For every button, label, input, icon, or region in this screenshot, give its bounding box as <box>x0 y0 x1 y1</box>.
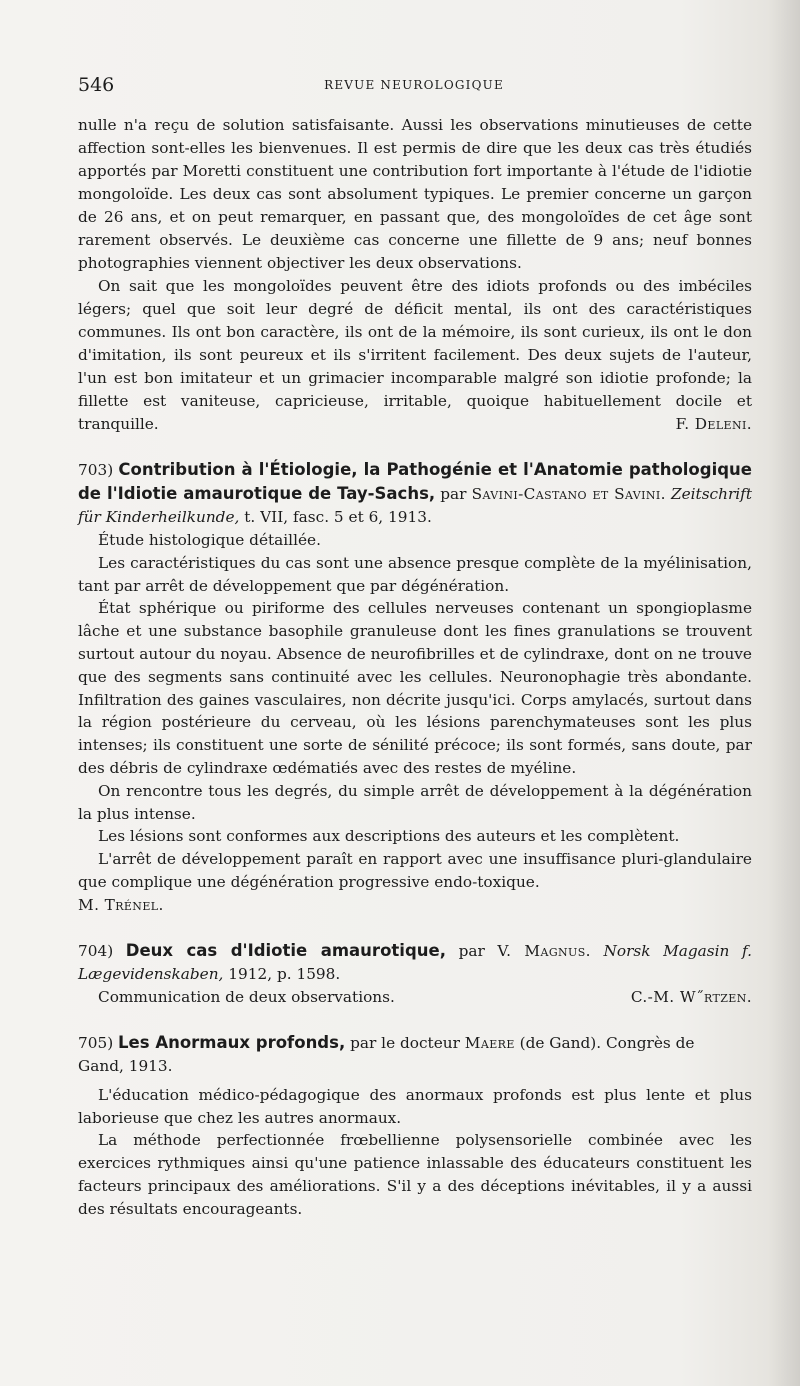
entry-705-ref: Gand, 1913. <box>78 1056 173 1075</box>
entry-704-heading <box>78 939 752 986</box>
page-header <box>78 74 750 98</box>
entry-704 <box>78 939 752 1009</box>
signature-trenel: M. Trénel. <box>78 895 164 914</box>
entry-704-journal: Norsk Magasin f. Lægevidenskaben, <box>78 941 752 983</box>
page-body <box>78 114 752 1221</box>
entry-703-title: Contribution à l'Étiologie, la Pathogénie et l'Anatomie pathologique de l'Idiotie amaurotique de Tay-Sachs, <box>78 460 752 503</box>
entry-703-number: 703) <box>78 461 114 479</box>
entry-703-paragraph-3: État sphérique ou piriforme des cellules nerveuses contenant un spongioplasme lâche et une substance basophile granuleuse dont les fines granulations se trouvent surtout autour du noyau. Absence de neurofibrilles et de cylindraxe, dont on ne trouve que des segments sans continuité avec les cellules. Neuronophagie très abondante. Infiltration des gaines vasculaires, non décrite jusqu'ici. Corps amylacés, surtout dans la région postérieure du cerveau, où les lésions parenchymateuses sont les plus intenses; ils constituent une sorte de sénilité précoce; ils sont formés, sans doute, par des débris de cylindraxe œdématiés avec des restes de myéline. <box>78 599 752 777</box>
entry-704-number: 704) <box>78 941 114 960</box>
entry-705-number: 705) <box>78 1033 114 1052</box>
entry-705-place: (de Gand). Congrès de <box>519 1033 695 1052</box>
signature-wurtzen: C.-M. W˝rtzen. <box>630 987 752 1006</box>
intro-paragraph-1: nulle n'a reçu de solution satisfaisante. Aussi les observations minutieuses de cette affection sont-elles les bienvenues. Il est permis de dire que les deux cas très étudiés apportés par Moretti constituent une contribution fort importante à l'étude de l'idiotie mongoloïde. Les deux cas sont absolument typiques. Le premier concerne un garçon de 26 ans, et on peut remarquer, en passant que, des mongoloïdes de cet âge sont rarement observés. Le deuxième cas concerne une fillette de 9 ans; neuf bonnes photographies viennent objectiver les deux observations. <box>78 116 752 272</box>
entry-704-line <box>78 986 752 1009</box>
entry-704-paragraph-1: Communication de deux observations. <box>98 987 395 1006</box>
entry-703-paragraph-1: Étude histologique détaillée. <box>98 531 321 549</box>
entry-705-par: par le docteur <box>350 1033 460 1052</box>
entry-705 <box>78 1031 752 1221</box>
entry-703-heading <box>78 458 752 529</box>
intro-paragraph-2-text: On sait que les mongoloïdes peuvent être des idiots profonds ou des imbéciles légers; quel que soit leur degré de déficit mental, ils ont des caractéristiques communes. Ils ont bon caractère, ils ont de la mémoire, ils sont curieux, ils ont le don d'imitation, ils sont peureux et ils s'irritent facilement. Des deux sujets de l'auteur, l'un est bon imitateur et un grimacier incomparable malgré son idiotie profonde; la fillette est vaniteuse, capricieuse, irritable, quoique habituellement docile et tranquille. <box>78 277 752 433</box>
entry-703-paragraph-2: Les caractéristiques du cas sont une absence presque complète de la myélinisation, tant par arrêt de développement que par dégénération. <box>78 553 752 595</box>
entry-703-authors: Savini-Castano et Savini. <box>471 485 666 503</box>
entry-705-paragraph-2: La méthode perfectionnée frœbellienne polysensorielle combinée avec les exercices rythmiques ainsi qu'une patience inlassable des éducateurs constituent les facteurs principaux des améliorations. S'il y a des déceptions inévitables, il y a aussi des résultats encourageants. <box>78 1131 752 1218</box>
entry-704-ref: 1912, p. 1598. <box>228 964 341 983</box>
page-number: 546 <box>78 74 115 96</box>
entry-705-title: Les Anormaux profonds, <box>118 1032 346 1052</box>
entry-703-paragraph-6: L'arrêt de développement paraît en rapport avec une insuffisance pluri-glandulaire que complique une dégénération progressive endo-toxique. <box>78 850 752 891</box>
signature-deleni: F. Deleni. <box>675 415 752 433</box>
intro-paragraph-2 <box>78 275 752 436</box>
entry-704-title: Deux cas d'Idiotie amaurotique, <box>125 940 446 960</box>
running-title: REVUE NEUROLOGIQUE <box>324 78 504 92</box>
entry-703 <box>78 458 752 917</box>
entry-705-author: Maere <box>464 1033 515 1052</box>
entry-705-paragraph-1: L'éducation médico-pédagogique des anormaux profonds est plus lente et plus laborieuse que chez les autres anormaux. <box>78 1085 752 1127</box>
entry-704-author: V. Magnus. <box>497 941 591 960</box>
entry-703-paragraph-4: On rencontre tous les degrés, du simple arrêt de développement à la dégénération la plus intense. <box>78 781 752 823</box>
entry-703-par: par <box>440 485 467 503</box>
entry-703-ref: t. VII, fasc. 5 et 6, 1913. <box>244 508 432 526</box>
entry-703-journal: Zeitschrift für Kinderheilkunde, <box>78 485 752 526</box>
entry-705-heading <box>78 1031 752 1055</box>
entry-703-paragraph-5: Les lésions sont conformes aux descriptions des auteurs et les complètent. <box>98 827 680 846</box>
entry-704-par: par <box>458 941 485 960</box>
